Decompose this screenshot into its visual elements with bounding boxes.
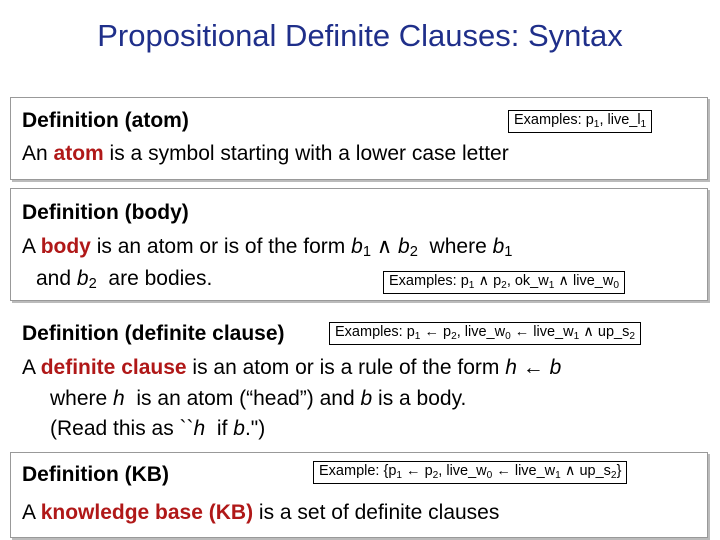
subscript: 2 bbox=[409, 244, 418, 260]
text-fragment: is a symbol starting with a lower case letter bbox=[103, 142, 509, 165]
kb-definition-text bbox=[22, 502, 499, 523]
subscript: 1 bbox=[640, 119, 647, 130]
text-fragment: ∧ live_w bbox=[554, 273, 614, 289]
subscript: 1 bbox=[555, 470, 561, 481]
var-h: h bbox=[113, 387, 125, 410]
body-term: body bbox=[40, 235, 91, 258]
text-fragment: ∧ up_s bbox=[579, 324, 630, 340]
kb-heading: Definition (KB) bbox=[22, 463, 169, 486]
subscript: 0 bbox=[505, 331, 511, 342]
text-fragment: , ok_w bbox=[506, 273, 549, 289]
body-examples bbox=[383, 271, 625, 294]
text-fragment: Example: {p bbox=[319, 463, 397, 479]
text-fragment: , live_w bbox=[456, 324, 506, 340]
text-fragment: , live_w bbox=[438, 463, 487, 479]
text-fragment: where bbox=[50, 387, 114, 410]
clause-definition-text bbox=[22, 357, 561, 378]
subscript: 1 bbox=[573, 331, 580, 342]
text-fragment: Examples: p bbox=[335, 324, 415, 340]
text-fragment: (Read this as `` bbox=[50, 417, 194, 440]
var-b: b bbox=[233, 417, 245, 440]
var-h: h bbox=[193, 417, 206, 440]
subscript: 2 bbox=[432, 470, 439, 481]
slide-title: Propositional Definite Clauses: Syntax bbox=[97, 18, 623, 53]
body-definition-text bbox=[22, 236, 512, 260]
body-definition-text-cont bbox=[36, 268, 212, 292]
subscript: 1 bbox=[396, 470, 403, 481]
atom-definition-text bbox=[22, 143, 509, 164]
subscript: 1 bbox=[362, 244, 371, 260]
subscript: 2 bbox=[451, 331, 457, 342]
arrow-symbol: ← bbox=[516, 356, 550, 379]
kb-example bbox=[313, 461, 627, 484]
atom-examples bbox=[508, 110, 652, 133]
and-symbol: ∧ bbox=[370, 235, 399, 258]
text-fragment: ∧ p bbox=[474, 273, 502, 289]
text-fragment: is an atom or is a rule of the form bbox=[186, 356, 506, 379]
text-fragment: , live_l bbox=[599, 112, 641, 128]
text-fragment: where bbox=[417, 235, 493, 258]
subscript: 1 bbox=[468, 280, 475, 291]
clause-heading: Definition (definite clause) bbox=[22, 322, 285, 345]
text-fragment: Examples: p bbox=[389, 273, 469, 289]
text-fragment: A bbox=[22, 235, 41, 258]
clause-definition-text-2 bbox=[50, 388, 466, 409]
subscript: 0 bbox=[486, 470, 493, 481]
var-h: h bbox=[505, 356, 517, 379]
var-b: b bbox=[76, 267, 89, 290]
text-fragment: is a set of definite clauses bbox=[253, 501, 500, 524]
text-fragment: A bbox=[22, 501, 41, 524]
text-fragment: and bbox=[36, 267, 77, 290]
text-fragment: is a body. bbox=[372, 387, 467, 410]
text-fragment: is an atom or is of the form bbox=[90, 235, 352, 258]
var-b: b bbox=[360, 387, 373, 410]
var-b: b bbox=[351, 235, 363, 258]
text-fragment: ∧ up_s bbox=[560, 463, 611, 479]
var-b: b bbox=[492, 235, 505, 258]
text-fragment: ← p bbox=[420, 324, 452, 340]
text-fragment: ← live_w bbox=[510, 324, 574, 340]
subscript: 1 bbox=[548, 280, 555, 291]
text-fragment: .") bbox=[244, 417, 266, 440]
subscript: 2 bbox=[629, 331, 635, 342]
text-fragment: is an atom (“head”) and bbox=[124, 387, 361, 410]
subscript: 0 bbox=[613, 280, 619, 291]
clause-term: definite clause bbox=[40, 356, 187, 379]
atom-heading: Definition (atom) bbox=[22, 109, 189, 132]
kb-term: knowledge base (KB) bbox=[40, 501, 254, 524]
subscript: 1 bbox=[593, 119, 600, 130]
text-fragment: are bodies. bbox=[96, 267, 213, 290]
var-b: b bbox=[398, 235, 410, 258]
subscript: 1 bbox=[504, 244, 513, 260]
atom-term: atom bbox=[53, 142, 104, 165]
subscript: 2 bbox=[501, 280, 507, 291]
text-fragment: ← live_w bbox=[492, 463, 556, 479]
clause-examples bbox=[329, 322, 641, 345]
clause-definition-text-3 bbox=[50, 418, 265, 439]
var-b: b bbox=[549, 356, 562, 379]
text-fragment: Examples: p bbox=[514, 112, 594, 128]
text-fragment: if bbox=[205, 417, 234, 440]
subscript: 2 bbox=[610, 470, 617, 481]
text-fragment: An bbox=[22, 142, 54, 165]
text-fragment: ← p bbox=[402, 463, 433, 479]
body-heading: Definition (body) bbox=[22, 201, 189, 224]
subscript: 2 bbox=[88, 276, 97, 292]
text-fragment: } bbox=[616, 463, 622, 479]
text-fragment: A bbox=[22, 356, 41, 379]
subscript: 1 bbox=[414, 331, 421, 342]
